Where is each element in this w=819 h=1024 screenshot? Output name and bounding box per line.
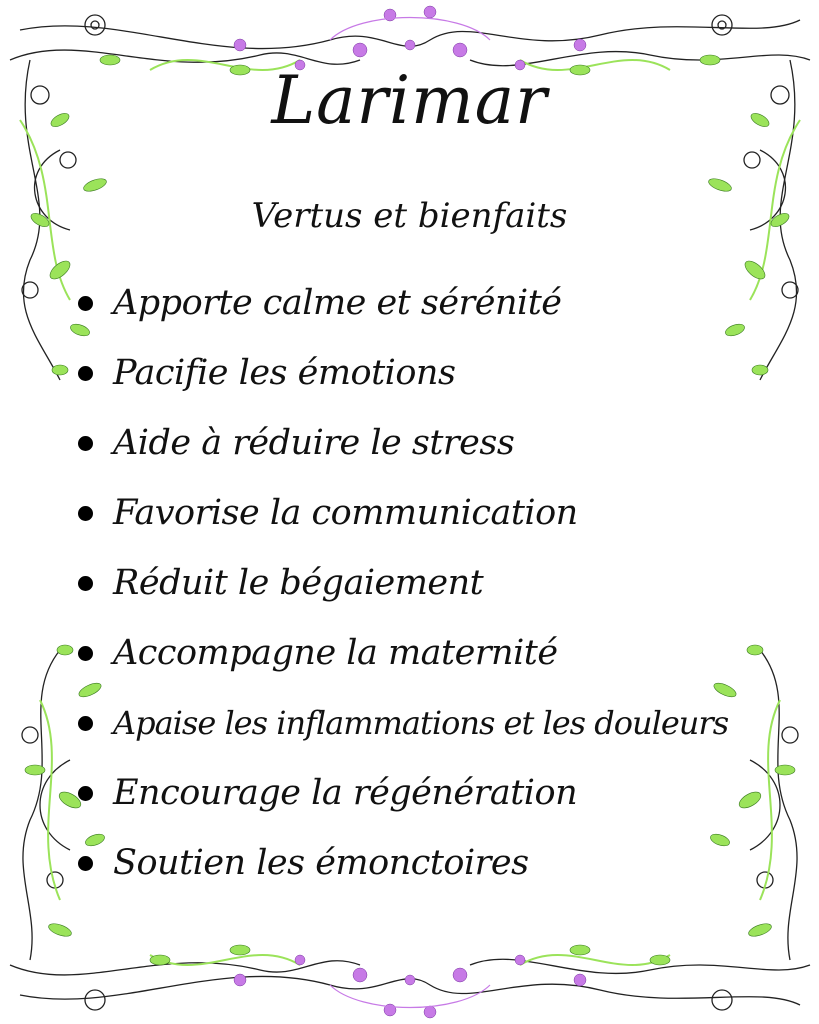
page-title: Larimar: [271, 62, 548, 139]
list-item-label: Soutien les émonctoires: [113, 843, 529, 883]
bullet-icon: [78, 856, 93, 871]
list-item-label: Apaise les inflammations et les douleurs: [113, 704, 729, 742]
bullet-icon: [78, 646, 93, 661]
list-item: [78, 338, 728, 408]
list-item: [78, 478, 728, 548]
list-item-label: Réduit le bégaiement: [113, 563, 484, 603]
list-item: [78, 758, 728, 828]
list-item: [78, 618, 728, 688]
bullet-icon: [78, 576, 93, 591]
list-item: [78, 268, 728, 338]
list-item: [78, 408, 728, 478]
list-item-label: Pacifie les émotions: [113, 353, 456, 393]
list-item-label: Encourage la régénération: [113, 773, 578, 813]
list-item-label: Accompagne la maternité: [113, 633, 558, 673]
list-item: [78, 548, 728, 618]
list-item: [78, 828, 728, 898]
section-heading: Vertus et bienfaits: [251, 196, 568, 236]
list-item-label: Apporte calme et sérénité: [113, 283, 562, 323]
list-item-label: Aide à réduire le stress: [113, 423, 515, 463]
list-item: [78, 688, 728, 758]
bullet-icon: [78, 436, 93, 451]
list-item-label: Favorise la communication: [113, 493, 578, 533]
bullet-icon: [78, 786, 93, 801]
virtues-list: [78, 268, 728, 898]
bullet-icon: [78, 296, 93, 311]
bullet-icon: [78, 506, 93, 521]
bullet-icon: [78, 366, 93, 381]
bullet-icon: [78, 716, 93, 731]
